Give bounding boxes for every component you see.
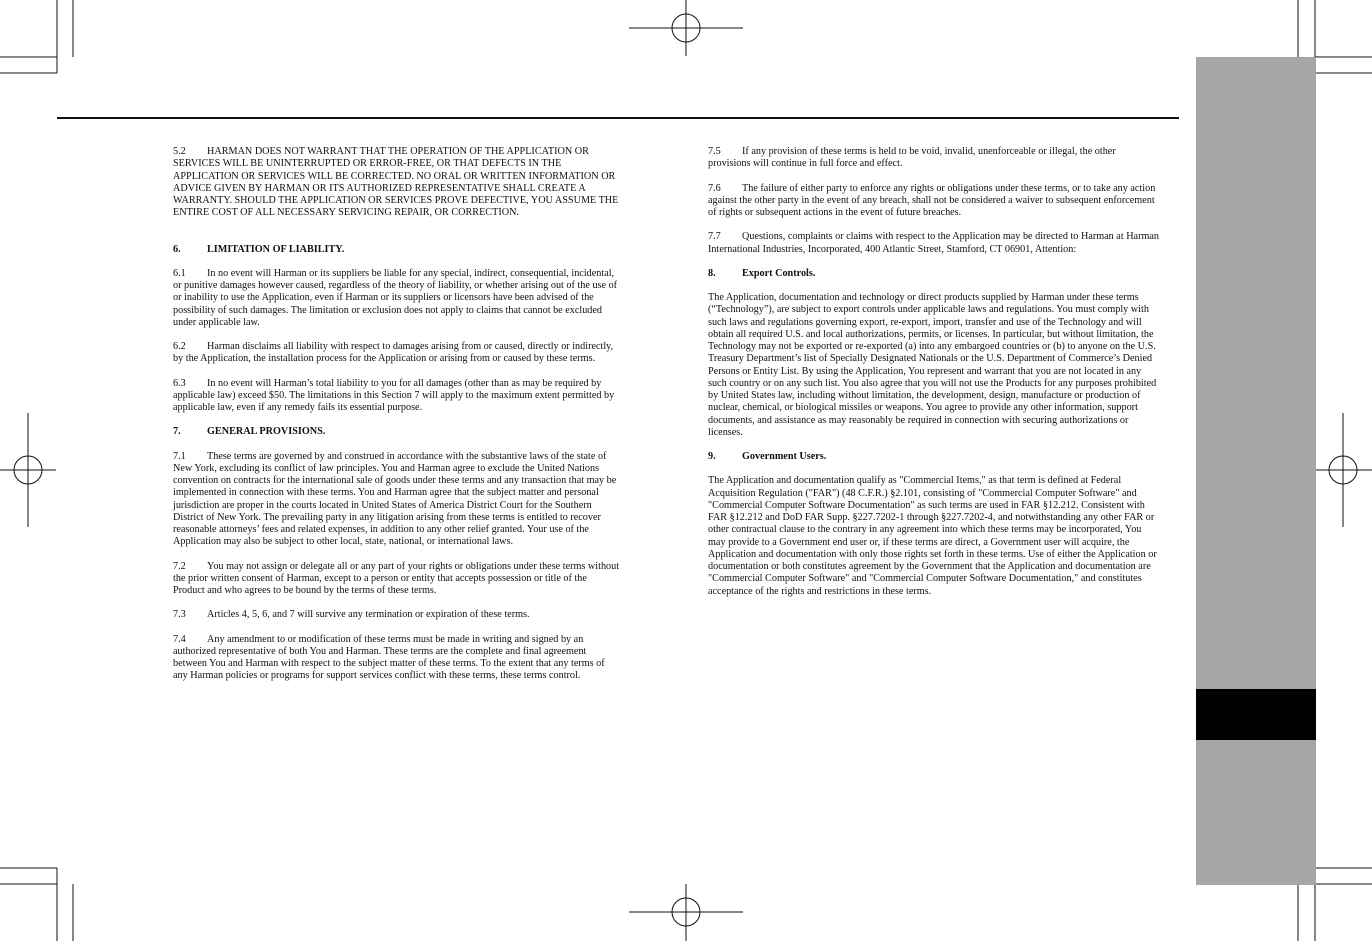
section-text: Questions, complaints or claims with respect to the Application may be directed to Harman at Harman International Industries, Incorporated, 400 Atlantic Street, Stamford, CT 06901, Attention: bbox=[708, 231, 1160, 255]
section-text: Harman disclaims all liability with respect to damages arising from or caused, directly or indirectly, by the Application, the installation process for the Application or arising from or caused by these terms. bbox=[173, 341, 614, 365]
section-7-2 bbox=[173, 561, 621, 598]
heading-number: 6. bbox=[173, 243, 181, 255]
section-number: 7.3 bbox=[173, 609, 186, 621]
heading-number: 8. bbox=[708, 267, 716, 279]
section-7-7 bbox=[708, 231, 1160, 256]
section-number: 7.7 bbox=[708, 231, 721, 243]
heading-9 bbox=[708, 451, 1160, 463]
heading-7 bbox=[173, 426, 621, 438]
section-6-3 bbox=[173, 378, 621, 415]
heading-number: 9. bbox=[708, 451, 716, 462]
section-9-body: The Application and documentation qualify as "Commercial Items," as that term is defined at Federal Acquisition Regulation ("FAR") (48 C.F.R.) §2.101, consisting of "Commercial Computer Software" and "Commercial Computer Software Documentation" as such terms are used in FAR §12.212. Consistent with FAR §12.212 and DoD FAR Supp. §227.7202-1 through §227.7202-4, and notwithstanding any other FAR or other contractual clause to the contrary in any agreement into which these terms may be incorporated, You may provide to a Government end user or, if these terms are direct, a Government user will acquire, the Application and documentation with only those rights set forth in these terms. Use of either the Application or documentation or both constitutes agreement by the Government that the Application and documentation are "Commercial Computer Software" and "Commercial Computer Software Documentation," and constitutes acceptance of the rights and restrictions in these terms. bbox=[708, 475, 1157, 597]
heading-number: 7. bbox=[173, 426, 181, 438]
section-number: 7.5 bbox=[708, 146, 721, 157]
heading-text: Government Users. bbox=[742, 451, 827, 462]
section-7-4 bbox=[173, 634, 621, 683]
section-text: The failure of either party to enforce any rights or obligations under these terms, or to take any action against the other party in the event of any breach, shall not be considered a waiver to subsequent enforcement of rights or subsequent actions in the event of future breaches. bbox=[708, 182, 1156, 218]
section-5-2 bbox=[173, 146, 621, 220]
section-6-1 bbox=[173, 268, 621, 329]
heading-6 bbox=[173, 244, 621, 256]
section-number: 7.6 bbox=[708, 182, 721, 194]
section-text: Articles 4, 5, 6, and 7 will survive any termination or expiration of these terms. bbox=[207, 609, 530, 621]
heading-text: Export Controls. bbox=[742, 267, 816, 279]
section-number: 6.2 bbox=[173, 341, 186, 352]
section-number: 7.2 bbox=[173, 560, 186, 572]
section-number: 7.4 bbox=[173, 633, 186, 645]
heading-text: LIMITATION OF LIABILITY. bbox=[207, 243, 345, 255]
section-7-6 bbox=[708, 183, 1160, 220]
section-number: 5.2 bbox=[173, 146, 186, 157]
heading-8 bbox=[708, 268, 1160, 280]
section-8-body: The Application, documentation and technology or direct products supplied by Harman under these terms (“Technology”), are subject to export controls under applicable laws and regulations. You must comply with such laws and regulations governing export, re-export, import, transfer and use of the Technology and will obtain all required U.S. and local authorizations, permits, or licenses. In particular, but without limitation, the Technology may not be exported or re-exported (a) into any embargoed countries or (b) to anyone on the U.S. Treasury Department’s list of Specially Designated Nationals or the U.S. Department of Commerce’s Denied Persons or Entity List. By using the Application, You represent and warrant that you are not located in any such country or on any such list. You also agree that you will not use the Products for any purposes prohibited by United States law, including without limitation, the development, design, manufacture or production of nuclear, chemical, or biological missiles or weapons. You agree to provide any other information, support documents, and assistance as may reasonably be required in connection with securing authorizations or licenses. bbox=[708, 292, 1157, 438]
header-rule bbox=[57, 117, 1179, 119]
section-text: In no event will Harman’s total liability to you for all damages (other than as may be required by applicable law) exceed $50. The limitations in this Section 7 will apply to the maximum extent permitted by applicable law, even if any remedy fails its essential purpose. bbox=[173, 377, 615, 413]
section-text: You may not assign or delegate all or any part of your rights or obligations under these terms without the prior written consent of Harman, except to a person or entity that accepts possession or title of the Product and who agrees to be bound by the terms of these terms. bbox=[173, 560, 620, 596]
section-7-5 bbox=[708, 146, 1160, 171]
section-number: 6.1 bbox=[173, 267, 186, 279]
section-text: If any provision of these terms is held to be void, invalid, unenforceable or illegal, the other provisions will continue in full force and effect. bbox=[708, 146, 1116, 170]
side-tab-active-marker bbox=[1196, 689, 1316, 740]
section-text: HARMAN DOES NOT WARRANT THAT THE OPERATION OF THE APPLICATION OR SERVICES WILL BE UNINTERRUPTED OR ERROR-FREE, OR THAT DEFECTS IN THE APPLICATION OR SERVICES WILL BE CORRECTED. NO ORAL OR WRITTEN INFORMATION OR ADVICE GIVEN BY HARMAN OR ITS AUTHORIZED REPRESENTATIVE SHALL CREATE A WARRANTY. SHOULD THE APPLICATION OR SERVICES PROVE DEFECTIVE, YOU ASSUME THE ENTIRE COST OF ALL NECESSARY SERVICING REPAIR, OR CORRECTION. bbox=[173, 146, 619, 219]
section-6-2 bbox=[173, 341, 621, 366]
section-text: Any amendment to or modification of these terms must be made in writing and signed by an authorized representative of both You and Harman. These terms are the complete and final agreement between You and Harman with respect to the subject matter of these terms. To the extent that any terms of any Harman policies or programs for support services conflict with these terms, these terms control. bbox=[173, 633, 605, 682]
section-7-1 bbox=[173, 451, 621, 549]
section-text: These terms are governed by and construed in accordance with the substantive laws of the state of New York, excluding its conflict of law principles. You and Harman agree to exclude the United Nations convention on contracts for the international sale of goods under these terms and any transaction that may be implemented in connection with these terms. You and Harman agree that the subject matter and personal jurisdiction are proper in the courts located in United States of America District Court for the Southern District of New York. The prevailing party in any litigation arising from these terms is entitled to recover reasonable attorneys’ fees and related expenses, in addition to any other relief granted. Your use of the Application may also be subject to other local, state, national, or international laws. bbox=[173, 450, 617, 548]
right-column bbox=[708, 146, 1160, 598]
side-tab-strip bbox=[1196, 57, 1316, 885]
heading-text: GENERAL PROVISIONS. bbox=[207, 426, 326, 438]
section-number: 6.3 bbox=[173, 377, 186, 389]
left-column bbox=[173, 146, 621, 683]
section-text: In no event will Harman or its suppliers be liable for any special, indirect, consequential, incidental, or punitive damages however caused, regardless of the theory of liability, or whether arising out of the use of or inability to use the Application, even if Harman or its suppliers or licensors have been advised of the possibility of such damages. The limitation or exclusion does not apply to claims that cannot be excluded under applicable law. bbox=[173, 267, 618, 328]
section-number: 7.1 bbox=[173, 450, 186, 462]
section-7-3 bbox=[173, 609, 621, 621]
